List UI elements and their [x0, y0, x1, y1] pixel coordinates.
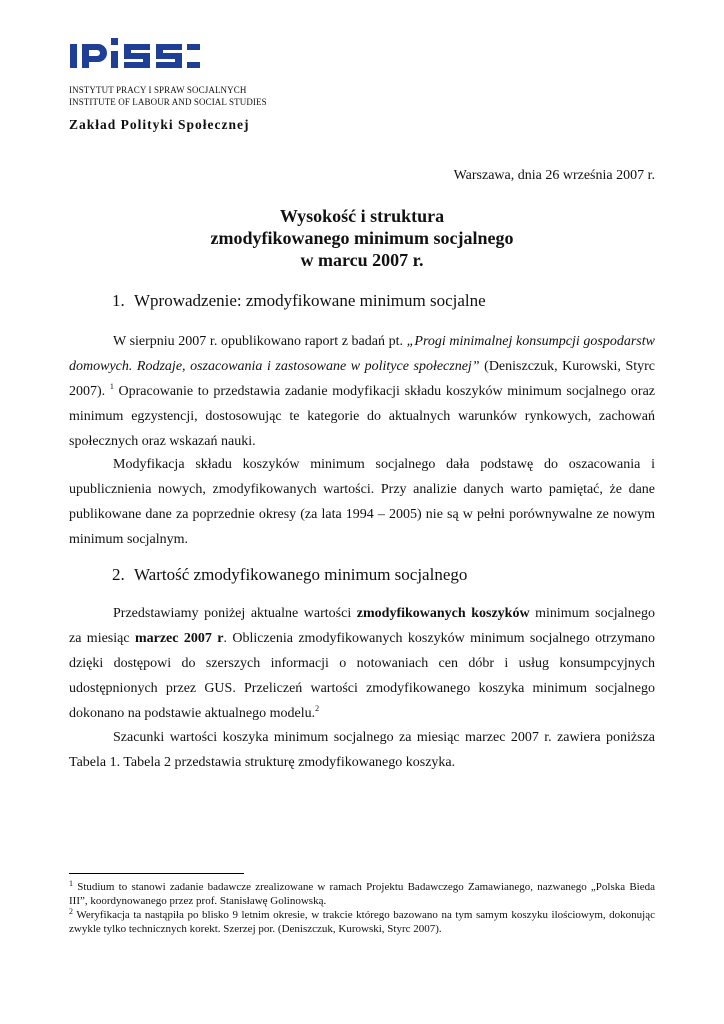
paragraph-modification: Modyfikacja składu koszyków minimum socjalnego dała podstawę do oszacowania i upublicznienia nowych, zmodyfikowanych wartości. Przy analizie danych warto pamiętać, że dane publikowane dane za poprzednie okresy (za lata 1994 – 2005) nie są w pełni porównywalne ze nowym minimum socjalnym. — [69, 457, 655, 547]
emphasis-baskets: zmodyfikowanych koszyków — [356, 606, 530, 621]
footnote-ref-2[interactable]: 2 — [315, 704, 320, 713]
title-line-1: Wysokość i struktura — [279, 206, 445, 226]
footnote-2: $^2$ Weryfikacja ta nastąpiła po blisko 9 letnim okresie, w trakcie którego bazowano na tym samym koszyku ilościowym, dokonując zwykle tylko technicznych korekt. Szerzej por. (Deniszczuk, Kurowski, Styrc 2007). — [69, 907, 655, 935]
institute-name-pl: INSTYTUT PRACY I SPRAW SOCJALNYCH — [69, 85, 247, 95]
section-title: Wprowadzenie: zmodyfikowane minimum socjalne — [134, 291, 486, 310]
date-line: Warszawa, dnia 26 września 2007 r. — [453, 168, 655, 183]
report-title: „Progi minimalnej konsumpcji gospodarstw domowych. Rodzaje, oszacowania i zastosowane w polityce społecznej” — [69, 334, 655, 374]
footnote-mark: 2 — [69, 907, 73, 916]
department-name: Zakład Polityki Społecznej — [69, 117, 250, 132]
institute-name-en: INSTITUTE OF LABOUR AND SOCIAL STUDIES — [69, 97, 267, 107]
section-number: 1. — [112, 291, 125, 310]
paragraph-intro: W sierpniu 2007 r. opublikowano raport z badań pt. „Progi minimalnej konsumpcji gospodarstw domowych. Rodzaje, oszacowania i zastosowane w polityce społecznej” (Deniszczuk, Kurowski, Styrc 2007). $^1$ Opracowanie to przedstawia zadanie modyfikacji składu koszyków minimum socjalnego oraz minimum egzystencji, dostosowując te kategorie do aktualnych warunków rynkowych, zachowań społecznych oraz wskazań nauki. — [69, 334, 656, 449]
document-title — [0, 205, 724, 271]
section-heading-2 — [112, 565, 467, 585]
section-number: 2. — [112, 565, 125, 584]
footnote-mark: 1 — [69, 879, 73, 888]
emphasis-month: marzec 2007 r — [134, 631, 224, 646]
section-title: Wartość zmodyfikowanego minimum socjalnego — [134, 565, 468, 584]
paragraph-estimates: Szacunki wartości koszyka minimum socjalnego za miesiąc marzec 2007 r. zawiera poniższa Tabela 1. Tabela 2 przedstawia strukturę zmodyfikowanego koszyka. — [69, 730, 655, 770]
paragraph-values: Przedstawiamy poniżej aktualne wartości zmodyfikowanych koszyków minimum socjalnego za miesiąc marzec 2007 r. Obliczenia zmodyfikowanych koszyków minimum socjalnego otrzymano dzięki dostępowi do szerszych informacji o notowaniach cen dóbr i usług konsumpcyjnych udostępnionych przez GUS. Przeliczeń wartości zmodyfikowanego koszyka minimum socjalnego dokonano na podstawie aktualnego modelu.$^2$ — [69, 606, 656, 721]
title-line-3: w marcu 2007 r. — [300, 250, 424, 270]
footnote-separator — [69, 873, 244, 874]
ipiss-logo — [70, 38, 200, 74]
footnote-ref-1[interactable]: 1 — [109, 382, 114, 391]
title-line-2: zmodyfikowanego minimum socjalnego — [210, 228, 514, 248]
footnote-1: $^1$ Studium to stanowi zadanie badawcze zrealizowane w ramach Projektu Badawczego Zamawianego, nazwanego „Polska Bieda III”, koordynowanego przez prof. Stanisławę Golinowską. — [69, 879, 655, 907]
institute-name — [69, 84, 267, 108]
section-heading-1 — [112, 291, 486, 311]
